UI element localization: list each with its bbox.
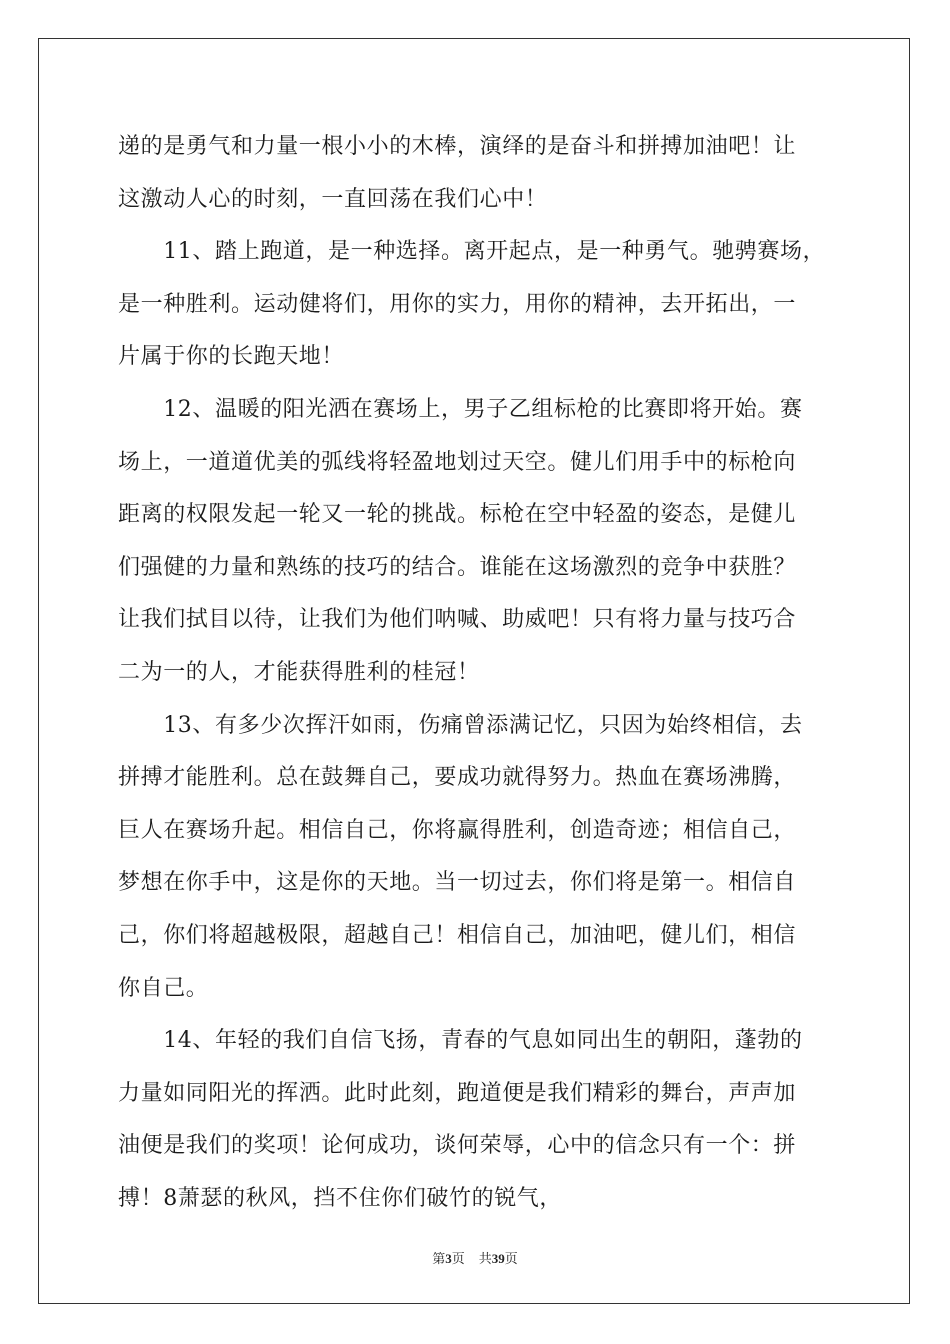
total-prefix: 共 <box>478 1251 492 1266</box>
paragraph-14-line: 14、年轻的我们自信飞扬，青春的气息如同出生的朝阳，蓬勃的 <box>118 1028 803 1054</box>
text-line: 巨人在赛场升起。相信自己，你将赢得胜利，创造奇迹；相信自己， <box>118 817 797 843</box>
paragraph-11-line: 11、踏上跑道，是一种选择。离开起点，是一种勇气。驰骋赛场， <box>118 239 826 265</box>
text-line: 搏！8萧瑟的秋风，挡不住你们破竹的锐气， <box>118 1185 562 1211</box>
text-line: 力量如同阳光的挥洒。此时此刻，跑道便是我们精彩的舞台，声声加 <box>118 1080 797 1106</box>
page-unit: 页 <box>451 1251 465 1266</box>
paragraph-12-line: 12、温暖的阳光洒在赛场上，男子乙组标枪的比赛即将开始。赛 <box>118 396 803 422</box>
page-prefix: 第 <box>432 1251 446 1266</box>
text-line: 拼搏才能胜利。总在鼓舞自己，要成功就得努力。热血在赛场沸腾， <box>118 765 797 791</box>
text-line: 片属于你的长跑天地！ <box>118 344 345 370</box>
text-line: 们强健的力量和熟练的技巧的结合。谁能在这场激烈的竞争中获胜？ <box>118 554 797 580</box>
total-page-count: 39 <box>491 1251 505 1266</box>
text-line: 二为一的人，才能获得胜利的桂冠！ <box>118 659 480 685</box>
document-body <box>118 130 838 1234</box>
current-page-number: 3 <box>445 1251 452 1266</box>
page-footer <box>0 1248 950 1267</box>
text-line: 场上，一道道优美的弧线将轻盈地划过天空。健儿们用手中的标枪向 <box>118 449 797 475</box>
text-line: 这激动人心的时刻，一直回荡在我们心中！ <box>118 186 548 212</box>
text-line: 让我们拭目以待，让我们为他们呐喊、助威吧！只有将力量与技巧合 <box>118 607 797 633</box>
text-line: 距离的权限发起一轮又一轮的挑战。标枪在空中轻盈的姿态，是健儿 <box>118 502 797 528</box>
text-line: 己，你们将超越极限，超越自己！相信自己，加油吧，健儿们，相信 <box>118 922 797 948</box>
paragraph-13-line: 13、有多少次挥汗如雨，伤痛曾添满记忆，只因为始终相信，去 <box>118 712 803 738</box>
text-line: 油便是我们的奖项！论何成功，谈何荣辱，心中的信念只有一个：拼 <box>118 1133 797 1159</box>
text-line: 梦想在你手中，这是你的天地。当一切过去，你们将是第一。相信自 <box>118 870 797 896</box>
text-line: 递的是勇气和力量一根小小的木棒，演绎的是奋斗和拼搏加油吧！让 <box>118 134 797 159</box>
text-line: 是一种胜利。运动健将们，用你的实力，用你的精神，去开拓出，一 <box>118 291 797 317</box>
text-line: 你自己。 <box>118 975 209 1001</box>
total-unit: 页 <box>504 1251 518 1266</box>
